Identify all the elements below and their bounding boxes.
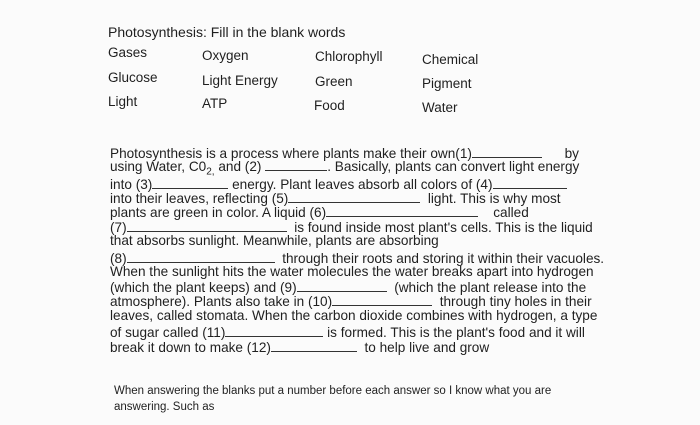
paragraph-line: (8) through their roots and storing it within their vacuoles. — [110, 251, 605, 266]
paragraph-line: Photosynthesis is a process where plants make their own(1) by — [110, 146, 579, 161]
answer-blank — [225, 325, 323, 337]
paragraph-line: leaves, called stomata. When the carbon dioxide combines with hydrogen, a type — [110, 308, 598, 323]
paragraph-line: plants are green in color. A liquid (6) called — [110, 205, 529, 220]
answer-blank — [472, 146, 542, 158]
answer-blank — [297, 280, 387, 292]
worksheet-title: Photosynthesis: Fill in the blank words — [108, 24, 346, 40]
paragraph-line: (which the plant keeps) and (9) (which the plant release into the — [110, 280, 587, 295]
answer-blank — [271, 340, 357, 352]
word-bank-item: Light — [108, 94, 138, 109]
word-bank-item: Pigment — [422, 76, 472, 91]
paragraph-line: using Water, $C0_{2,}$ and (2) . Basically, plants can convert light energy — [110, 159, 580, 178]
answer-blank — [152, 177, 228, 189]
word-bank-item: Chlorophyll — [315, 49, 383, 64]
answer-blank — [265, 159, 327, 171]
answer-blank — [127, 251, 275, 263]
paragraph-line: When the sunlight hits the water molecules the water breaks apart into hydrogen — [110, 264, 594, 279]
paragraph-line: atmosphere). Plants also take in (10) through tiny holes in their — [110, 294, 592, 309]
answer-blank — [288, 191, 420, 203]
paragraph-line: (7) is found inside most plant's cells. This is the liquid — [110, 220, 593, 235]
answer-blank — [493, 177, 567, 189]
word-bank-item: Light Energy — [202, 73, 278, 88]
paragraph-line: of sugar called (11) is formed. This is the plant's food and it will — [110, 325, 585, 340]
word-bank-item: Oxygen — [202, 48, 249, 63]
word-bank-item: ATP — [202, 96, 228, 111]
paragraph-line: into (3) energy. Plant leaves absorb all colors of (4) — [110, 177, 567, 192]
answer-blank — [332, 294, 432, 306]
word-bank-item: Chemical — [422, 52, 479, 67]
answer-blank — [326, 205, 478, 217]
answer-blank — [127, 220, 287, 232]
word-bank-item: Glucose — [108, 70, 158, 85]
paragraph-line: that absorbs sunlight. Meanwhile, plants are absorbing — [110, 233, 439, 248]
note-line: answering. Such as — [114, 401, 215, 413]
note-line: When answering the blanks put a number before each answer so I know what you are — [114, 385, 552, 397]
word-bank-item: Water — [422, 100, 458, 115]
paragraph-line: into their leaves, reflecting (5) light. This is why most — [110, 191, 561, 206]
word-bank-item: Gases — [108, 45, 148, 60]
word-bank-item: Green — [315, 74, 353, 89]
word-bank-item: Food — [314, 98, 345, 113]
paragraph-line: break it down to make (12) to help live and grow — [110, 340, 490, 355]
